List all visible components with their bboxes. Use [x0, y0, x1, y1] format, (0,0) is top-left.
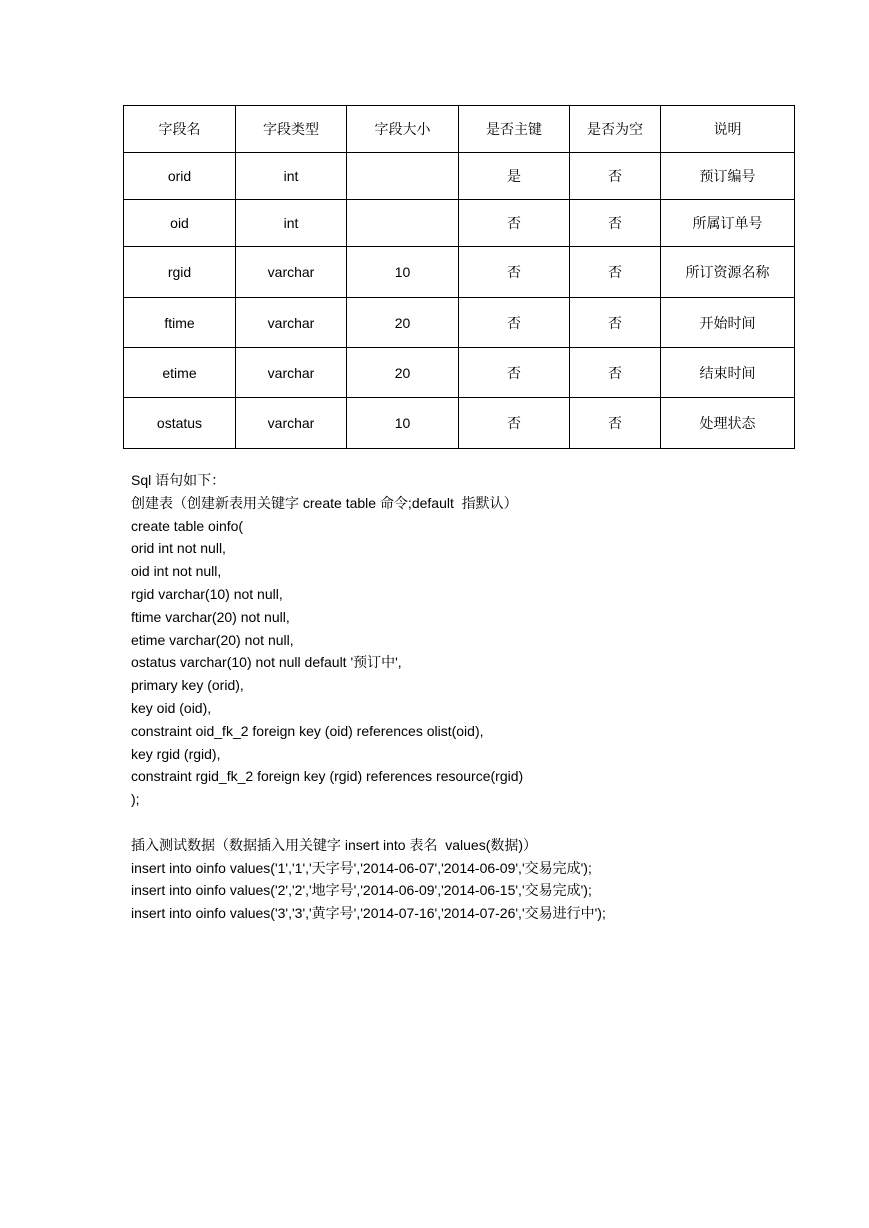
cell-primary-key: 否	[459, 298, 570, 348]
cell-description: 所属订单号	[661, 200, 795, 247]
table-row	[124, 200, 795, 247]
sql-insert-line: insert into oinfo values('1','1','天字号','2014-06-07','2014-06-09','交易完成');	[131, 859, 592, 876]
sql-code-line: constraint rgid_fk_2 foreign key (rgid) references resource(rgid)	[131, 768, 524, 785]
cell-field-name: ftime	[124, 298, 236, 348]
sql-code-line: create table oinfo(	[131, 517, 244, 534]
cell-field-size	[347, 200, 459, 247]
cell-nullable: 否	[570, 153, 661, 200]
table-row	[124, 298, 795, 348]
header-nullable: 是否为空	[570, 106, 661, 153]
cell-field-name: ostatus	[124, 398, 236, 449]
cell-field-type: int	[236, 200, 347, 247]
cell-field-size: 20	[347, 298, 459, 348]
cell-nullable: 否	[570, 298, 661, 348]
sql-code-line: primary key (orid),	[131, 677, 244, 694]
cell-primary-key: 否	[459, 398, 570, 449]
cell-field-size: 10	[347, 398, 459, 449]
cell-nullable: 否	[570, 247, 661, 298]
cell-description: 开始时间	[661, 298, 795, 348]
header-field-type: 字段类型	[236, 106, 347, 153]
cell-description: 结束时间	[661, 348, 795, 398]
sql-code-line: key oid (oid),	[131, 699, 212, 716]
cell-field-size	[347, 153, 459, 200]
table-row	[124, 153, 795, 200]
cell-field-type: varchar	[236, 247, 347, 298]
sql-code-line: rgid varchar(10) not null,	[131, 585, 283, 602]
table-row	[124, 247, 795, 298]
cell-field-type: varchar	[236, 298, 347, 348]
cell-field-name: rgid	[124, 247, 236, 298]
table-header-row	[124, 106, 795, 153]
cell-field-name: etime	[124, 348, 236, 398]
cell-primary-key: 否	[459, 200, 570, 247]
sql-code-line: oid int not null,	[131, 563, 222, 580]
cell-nullable: 否	[570, 398, 661, 449]
cell-field-name: oid	[124, 200, 236, 247]
header-primary-key: 是否主键	[459, 106, 570, 153]
cell-field-size: 20	[347, 348, 459, 398]
sql-insert-line: insert into oinfo values('3','3','黄字号','2014-07-16','2014-07-26','交易进行中');	[131, 905, 606, 922]
cell-primary-key: 否	[459, 247, 570, 298]
sql-code-line: etime varchar(20) not null,	[131, 631, 294, 648]
cell-primary-key: 否	[459, 348, 570, 398]
sql-statements	[131, 469, 831, 925]
sql-code-line: ostatus varchar(10) not null default '预订中',	[131, 654, 402, 671]
cell-field-type: varchar	[236, 398, 347, 449]
cell-field-size: 10	[347, 247, 459, 298]
cell-nullable: 否	[570, 348, 661, 398]
sql-code-line: key rgid (rgid),	[131, 745, 221, 762]
blank-line	[131, 811, 831, 834]
insert-data-heading: 插入测试数据（数据插入用关键字 insert into 表名 values(数据)）	[131, 836, 538, 853]
table-row	[124, 398, 795, 449]
cell-field-name: orid	[124, 153, 236, 200]
cell-description: 处理状态	[661, 398, 795, 449]
sql-insert-line: insert into oinfo values('2','2','地字号','2014-06-09','2014-06-15','交易完成');	[131, 882, 592, 899]
cell-description: 预订编号	[661, 153, 795, 200]
sql-code-line: orid int not null,	[131, 540, 226, 557]
table-row	[124, 348, 795, 398]
header-field-name: 字段名	[124, 106, 236, 153]
sql-code-line: constraint oid_fk_2 foreign key (oid) references olist(oid),	[131, 722, 484, 739]
header-field-size: 字段大小	[347, 106, 459, 153]
cell-description: 所订资源名称	[661, 247, 795, 298]
field-definition-table	[123, 105, 795, 449]
create-table-heading: 创建表（创建新表用关键字 create table 命令;default 指默认）	[131, 494, 518, 511]
sql-code-line: ftime varchar(20) not null,	[131, 608, 290, 625]
header-description: 说明	[661, 106, 795, 153]
cell-field-type: int	[236, 153, 347, 200]
cell-primary-key: 是	[459, 153, 570, 200]
cell-field-type: varchar	[236, 348, 347, 398]
sql-intro-line: Sql 语句如下：	[131, 472, 226, 488]
cell-nullable: 否	[570, 200, 661, 247]
sql-code-line: );	[131, 791, 140, 808]
